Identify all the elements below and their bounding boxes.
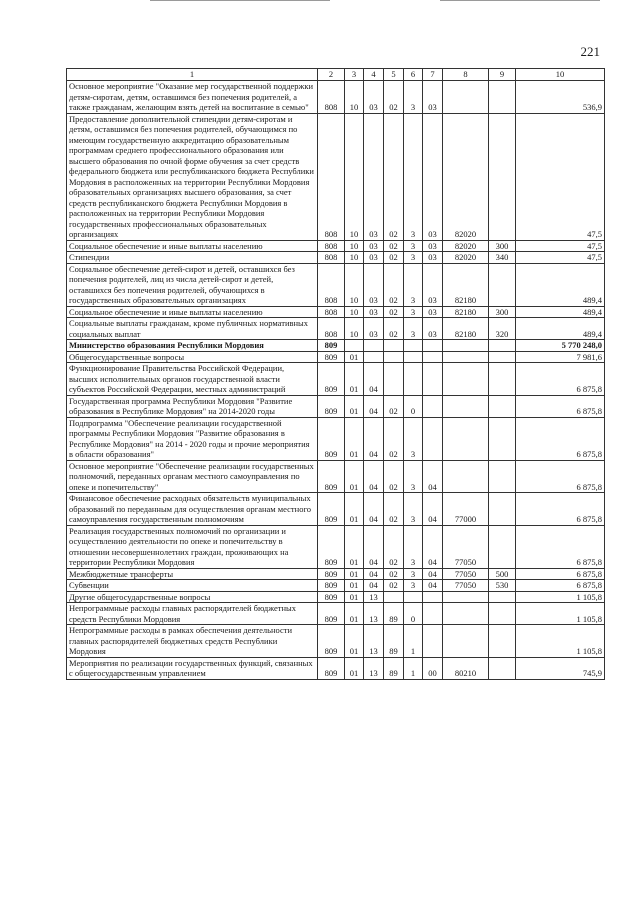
code-section: 10 bbox=[345, 240, 364, 252]
amount: 6 875,8 bbox=[516, 363, 605, 396]
code-admin: 809 bbox=[318, 493, 345, 526]
code-direction: 77050 bbox=[443, 568, 489, 580]
amount: 6 875,8 bbox=[516, 580, 605, 592]
code-section: 01 bbox=[345, 603, 364, 625]
code-program bbox=[384, 351, 404, 363]
code-admin: 809 bbox=[318, 460, 345, 493]
column-header: 8 bbox=[443, 69, 489, 81]
table-row bbox=[67, 580, 605, 592]
code-subprogram bbox=[404, 351, 423, 363]
amount: 6 875,8 bbox=[516, 460, 605, 493]
code-section: 01 bbox=[345, 351, 364, 363]
code-subprogram bbox=[404, 591, 423, 603]
page-number: 221 bbox=[580, 44, 600, 59]
code-admin: 808 bbox=[318, 252, 345, 264]
code-direction: 82180 bbox=[443, 263, 489, 306]
code-subsection: 04 bbox=[364, 493, 384, 526]
code-direction: 82020 bbox=[443, 252, 489, 264]
amount: 47,5 bbox=[516, 252, 605, 264]
code-subprogram: 0 bbox=[404, 603, 423, 625]
code-subsection: 13 bbox=[364, 603, 384, 625]
amount: 745,9 bbox=[516, 657, 605, 679]
code-direction bbox=[443, 625, 489, 658]
amount: 489,4 bbox=[516, 306, 605, 318]
row-name: Стипендии bbox=[67, 252, 318, 264]
code-direction bbox=[443, 603, 489, 625]
code-section: 01 bbox=[345, 417, 364, 460]
code-direction bbox=[443, 81, 489, 114]
column-header: 3 bbox=[345, 69, 364, 81]
code-activity: 04 bbox=[423, 493, 443, 526]
code-activity: 04 bbox=[423, 525, 443, 568]
code-section: 01 bbox=[345, 363, 364, 396]
code-admin: 809 bbox=[318, 591, 345, 603]
code-subsection: 13 bbox=[364, 657, 384, 679]
row-name: Предоставление дополнительной стипендии детям-сиротам и детям, оставшимся без попечения родителей, обучающимся по имеющим государственную аккредитацию образовательным программам среднего профессионального образования или высшего образования по очной форме обучения за счет средств федерального бюджета или республиканского бюджета Республики Мордовия в расположенных на территории Республики Мордовия образовательных организациях высшего образования, за счет средств республиканского бюджета Республики Мордовия в расположенных на территории Республики Мордовия государственных профессиональных образовательных организациях bbox=[67, 113, 318, 240]
code-program bbox=[384, 340, 404, 352]
code-section: 01 bbox=[345, 493, 364, 526]
code-direction: 82020 bbox=[443, 240, 489, 252]
table-row bbox=[67, 657, 605, 679]
row-name: Финансовое обеспечение расходных обязательств муниципальных образований по переданным для осуществления органам местного самоуправления государственным полномочиям bbox=[67, 493, 318, 526]
row-name: Основное мероприятие "Оказание мер государственной поддержки детям-сиротам, детям, оставшимся без попечения родителей, а также гражданам, желающим взять детей на воспитание в семью" bbox=[67, 81, 318, 114]
table-row bbox=[67, 340, 605, 352]
amount: 6 875,8 bbox=[516, 493, 605, 526]
amount: 489,4 bbox=[516, 318, 605, 340]
table-row bbox=[67, 417, 605, 460]
code-activity: 00 bbox=[423, 657, 443, 679]
code-activity: 03 bbox=[423, 240, 443, 252]
row-name: Общегосударственные вопросы bbox=[67, 351, 318, 363]
code-section: 10 bbox=[345, 113, 364, 240]
amount: 489,4 bbox=[516, 263, 605, 306]
code-subsection bbox=[364, 340, 384, 352]
code-expense-type bbox=[489, 417, 516, 460]
code-activity: 03 bbox=[423, 252, 443, 264]
code-subprogram: 3 bbox=[404, 240, 423, 252]
row-name: Другие общегосударственные вопросы bbox=[67, 591, 318, 603]
code-activity bbox=[423, 625, 443, 658]
code-section bbox=[345, 340, 364, 352]
code-program: 02 bbox=[384, 263, 404, 306]
table-row bbox=[67, 363, 605, 396]
code-admin: 808 bbox=[318, 81, 345, 114]
code-expense-type bbox=[489, 340, 516, 352]
row-name: Непрограммные расходы главных распорядителей бюджетных средств Республики Мордовия bbox=[67, 603, 318, 625]
code-subprogram: 3 bbox=[404, 113, 423, 240]
code-section: 10 bbox=[345, 252, 364, 264]
code-activity bbox=[423, 417, 443, 460]
code-section: 01 bbox=[345, 395, 364, 417]
amount: 1 105,8 bbox=[516, 625, 605, 658]
code-direction bbox=[443, 351, 489, 363]
code-admin: 809 bbox=[318, 568, 345, 580]
code-subsection: 04 bbox=[364, 525, 384, 568]
code-expense-type bbox=[489, 460, 516, 493]
code-section: 10 bbox=[345, 318, 364, 340]
amount: 6 875,8 bbox=[516, 568, 605, 580]
code-admin: 809 bbox=[318, 340, 345, 352]
code-subsection: 03 bbox=[364, 263, 384, 306]
row-name: Государственная программа Республики Мордовия "Развитие образования в Республике Мордовия" на 2014-2020 годы bbox=[67, 395, 318, 417]
amount: 536,9 bbox=[516, 81, 605, 114]
code-expense-type bbox=[489, 525, 516, 568]
code-activity bbox=[423, 603, 443, 625]
code-subprogram: 3 bbox=[404, 81, 423, 114]
column-header: 9 bbox=[489, 69, 516, 81]
code-program: 02 bbox=[384, 81, 404, 114]
budget-table bbox=[66, 68, 605, 680]
code-program: 89 bbox=[384, 625, 404, 658]
code-expense-type bbox=[489, 591, 516, 603]
code-subsection: 03 bbox=[364, 252, 384, 264]
code-subprogram bbox=[404, 363, 423, 396]
code-expense-type: 300 bbox=[489, 306, 516, 318]
table-row bbox=[67, 591, 605, 603]
row-name: Социальное обеспечение детей-сирот и детей, оставшихся без попечения родителей, лиц из числа детей-сирот и детей, оставшихся без попечения родителей, обучающихся в государственных образовательных организациях bbox=[67, 263, 318, 306]
code-subsection: 03 bbox=[364, 240, 384, 252]
code-admin: 808 bbox=[318, 263, 345, 306]
code-admin: 809 bbox=[318, 395, 345, 417]
table-row bbox=[67, 240, 605, 252]
code-admin: 808 bbox=[318, 306, 345, 318]
row-name: Социальное обеспечение и иные выплаты населению bbox=[67, 306, 318, 318]
code-expense-type: 340 bbox=[489, 252, 516, 264]
code-expense-type bbox=[489, 625, 516, 658]
code-program: 02 bbox=[384, 460, 404, 493]
code-expense-type bbox=[489, 81, 516, 114]
code-direction: 77050 bbox=[443, 580, 489, 592]
code-direction bbox=[443, 460, 489, 493]
row-name: Социальные выплаты гражданам, кроме публичных нормативных социальных выплат bbox=[67, 318, 318, 340]
code-program: 02 bbox=[384, 568, 404, 580]
table-row bbox=[67, 603, 605, 625]
code-section: 01 bbox=[345, 568, 364, 580]
code-subprogram: 3 bbox=[404, 460, 423, 493]
amount: 1 105,8 bbox=[516, 591, 605, 603]
code-admin: 809 bbox=[318, 417, 345, 460]
header-row bbox=[67, 69, 605, 81]
code-subsection: 03 bbox=[364, 306, 384, 318]
code-subsection: 04 bbox=[364, 417, 384, 460]
amount: 6 875,8 bbox=[516, 395, 605, 417]
row-name: Подпрограмма "Обеспечение реализации государственной программы Республики Мордовия "Развитие образования в Республике Мордовия" на 2014 - 2020 годы и прочие мероприятия в области образования" bbox=[67, 417, 318, 460]
code-activity: 03 bbox=[423, 318, 443, 340]
code-expense-type bbox=[489, 657, 516, 679]
table-row bbox=[67, 525, 605, 568]
column-header: 7 bbox=[423, 69, 443, 81]
amount: 7 981,6 bbox=[516, 351, 605, 363]
code-program bbox=[384, 363, 404, 396]
code-subsection: 04 bbox=[364, 395, 384, 417]
code-expense-type: 530 bbox=[489, 580, 516, 592]
code-subprogram: 3 bbox=[404, 252, 423, 264]
code-program: 02 bbox=[384, 240, 404, 252]
code-program: 89 bbox=[384, 657, 404, 679]
code-direction: 77000 bbox=[443, 493, 489, 526]
code-activity bbox=[423, 340, 443, 352]
code-admin: 809 bbox=[318, 580, 345, 592]
table-row bbox=[67, 568, 605, 580]
code-expense-type bbox=[489, 363, 516, 396]
row-name: Основное мероприятие "Обеспечение реализации государственных полномочий, переданных органам местного самоуправления по опеке и попечительству" bbox=[67, 460, 318, 493]
code-admin: 809 bbox=[318, 625, 345, 658]
code-expense-type bbox=[489, 263, 516, 306]
row-name: Министерство образования Республики Мордовия bbox=[67, 340, 318, 352]
column-header: 10 bbox=[516, 69, 605, 81]
code-subsection: 04 bbox=[364, 363, 384, 396]
row-name: Межбюджетные трансферты bbox=[67, 568, 318, 580]
code-subprogram: 3 bbox=[404, 306, 423, 318]
code-admin: 809 bbox=[318, 525, 345, 568]
code-direction: 77050 bbox=[443, 525, 489, 568]
scan-edge-line bbox=[440, 0, 600, 1]
code-section: 01 bbox=[345, 580, 364, 592]
code-direction bbox=[443, 363, 489, 396]
code-activity: 03 bbox=[423, 263, 443, 306]
row-name: Функционирование Правительства Российской Федерации, высших исполнительных органов государственной власти субъектов Российской Федерации, местных администраций bbox=[67, 363, 318, 396]
code-expense-type bbox=[489, 493, 516, 526]
code-program: 02 bbox=[384, 580, 404, 592]
table-row bbox=[67, 81, 605, 114]
code-direction: 80210 bbox=[443, 657, 489, 679]
column-header: 5 bbox=[384, 69, 404, 81]
code-section: 10 bbox=[345, 263, 364, 306]
table-row bbox=[67, 395, 605, 417]
amount: 6 875,8 bbox=[516, 417, 605, 460]
table-row bbox=[67, 263, 605, 306]
row-name: Субвенции bbox=[67, 580, 318, 592]
code-subprogram: 3 bbox=[404, 568, 423, 580]
code-activity: 03 bbox=[423, 306, 443, 318]
code-subprogram: 3 bbox=[404, 417, 423, 460]
scan-edge-line bbox=[150, 0, 330, 1]
code-activity: 04 bbox=[423, 460, 443, 493]
row-name: Мероприятия по реализации государственных функций, связанных с общегосударственным управлением bbox=[67, 657, 318, 679]
code-program: 02 bbox=[384, 395, 404, 417]
code-direction: 82180 bbox=[443, 318, 489, 340]
code-direction: 82180 bbox=[443, 306, 489, 318]
code-program: 02 bbox=[384, 252, 404, 264]
code-activity bbox=[423, 363, 443, 396]
code-program: 02 bbox=[384, 318, 404, 340]
code-subsection: 04 bbox=[364, 460, 384, 493]
table-row bbox=[67, 493, 605, 526]
code-direction bbox=[443, 417, 489, 460]
code-subsection: 03 bbox=[364, 318, 384, 340]
row-name: Социальное обеспечение и иные выплаты населению bbox=[67, 240, 318, 252]
code-direction bbox=[443, 340, 489, 352]
code-subsection: 04 bbox=[364, 568, 384, 580]
code-program: 89 bbox=[384, 603, 404, 625]
table-row bbox=[67, 306, 605, 318]
code-expense-type: 300 bbox=[489, 240, 516, 252]
code-direction bbox=[443, 395, 489, 417]
code-program: 02 bbox=[384, 306, 404, 318]
code-expense-type: 500 bbox=[489, 568, 516, 580]
code-subsection: 03 bbox=[364, 81, 384, 114]
code-subprogram: 3 bbox=[404, 318, 423, 340]
code-activity: 03 bbox=[423, 113, 443, 240]
code-program: 02 bbox=[384, 113, 404, 240]
code-activity: 04 bbox=[423, 580, 443, 592]
table-row bbox=[67, 460, 605, 493]
table-row bbox=[67, 113, 605, 240]
table-row bbox=[67, 252, 605, 264]
code-expense-type bbox=[489, 603, 516, 625]
code-admin: 808 bbox=[318, 113, 345, 240]
amount: 5 770 248,0 bbox=[516, 340, 605, 352]
code-admin: 809 bbox=[318, 351, 345, 363]
code-admin: 809 bbox=[318, 657, 345, 679]
code-activity bbox=[423, 395, 443, 417]
code-activity: 03 bbox=[423, 81, 443, 114]
code-admin: 809 bbox=[318, 363, 345, 396]
code-section: 10 bbox=[345, 306, 364, 318]
code-activity bbox=[423, 591, 443, 603]
code-subprogram: 1 bbox=[404, 625, 423, 658]
table-row bbox=[67, 351, 605, 363]
code-subprogram: 3 bbox=[404, 580, 423, 592]
code-subsection: 13 bbox=[364, 591, 384, 603]
code-section: 01 bbox=[345, 525, 364, 568]
amount: 47,5 bbox=[516, 240, 605, 252]
code-subprogram bbox=[404, 340, 423, 352]
column-header: 4 bbox=[364, 69, 384, 81]
row-name: Реализация государственных полномочий по организации и осуществлению деятельности по опеке и попечительству в отношении несовершеннолетних граждан, проживающих на территории Республики Мордовия bbox=[67, 525, 318, 568]
code-admin: 808 bbox=[318, 240, 345, 252]
code-expense-type bbox=[489, 395, 516, 417]
code-expense-type bbox=[489, 351, 516, 363]
code-activity: 04 bbox=[423, 568, 443, 580]
row-name: Непрограммные расходы в рамках обеспечения деятельности главных распорядителей бюджетных средств Республики Мордовия bbox=[67, 625, 318, 658]
code-program bbox=[384, 591, 404, 603]
amount: 6 875,8 bbox=[516, 525, 605, 568]
table-row bbox=[67, 625, 605, 658]
column-header: 2 bbox=[318, 69, 345, 81]
amount: 47,5 bbox=[516, 113, 605, 240]
code-program: 02 bbox=[384, 493, 404, 526]
column-header: 1 bbox=[67, 69, 318, 81]
code-subprogram: 3 bbox=[404, 525, 423, 568]
code-expense-type bbox=[489, 113, 516, 240]
code-direction bbox=[443, 591, 489, 603]
code-activity bbox=[423, 351, 443, 363]
table-row bbox=[67, 318, 605, 340]
code-expense-type: 320 bbox=[489, 318, 516, 340]
code-section: 01 bbox=[345, 657, 364, 679]
code-section: 01 bbox=[345, 625, 364, 658]
code-section: 01 bbox=[345, 460, 364, 493]
code-subsection bbox=[364, 351, 384, 363]
code-admin: 809 bbox=[318, 603, 345, 625]
code-program: 02 bbox=[384, 525, 404, 568]
code-subsection: 13 bbox=[364, 625, 384, 658]
column-header: 6 bbox=[404, 69, 423, 81]
code-admin: 808 bbox=[318, 318, 345, 340]
amount: 1 105,8 bbox=[516, 603, 605, 625]
code-subsection: 04 bbox=[364, 580, 384, 592]
code-subprogram: 3 bbox=[404, 493, 423, 526]
code-subprogram: 0 bbox=[404, 395, 423, 417]
code-subprogram: 1 bbox=[404, 657, 423, 679]
code-direction: 82020 bbox=[443, 113, 489, 240]
code-section: 01 bbox=[345, 591, 364, 603]
code-section: 10 bbox=[345, 81, 364, 114]
code-program: 02 bbox=[384, 417, 404, 460]
code-subsection: 03 bbox=[364, 113, 384, 240]
code-subprogram: 3 bbox=[404, 263, 423, 306]
